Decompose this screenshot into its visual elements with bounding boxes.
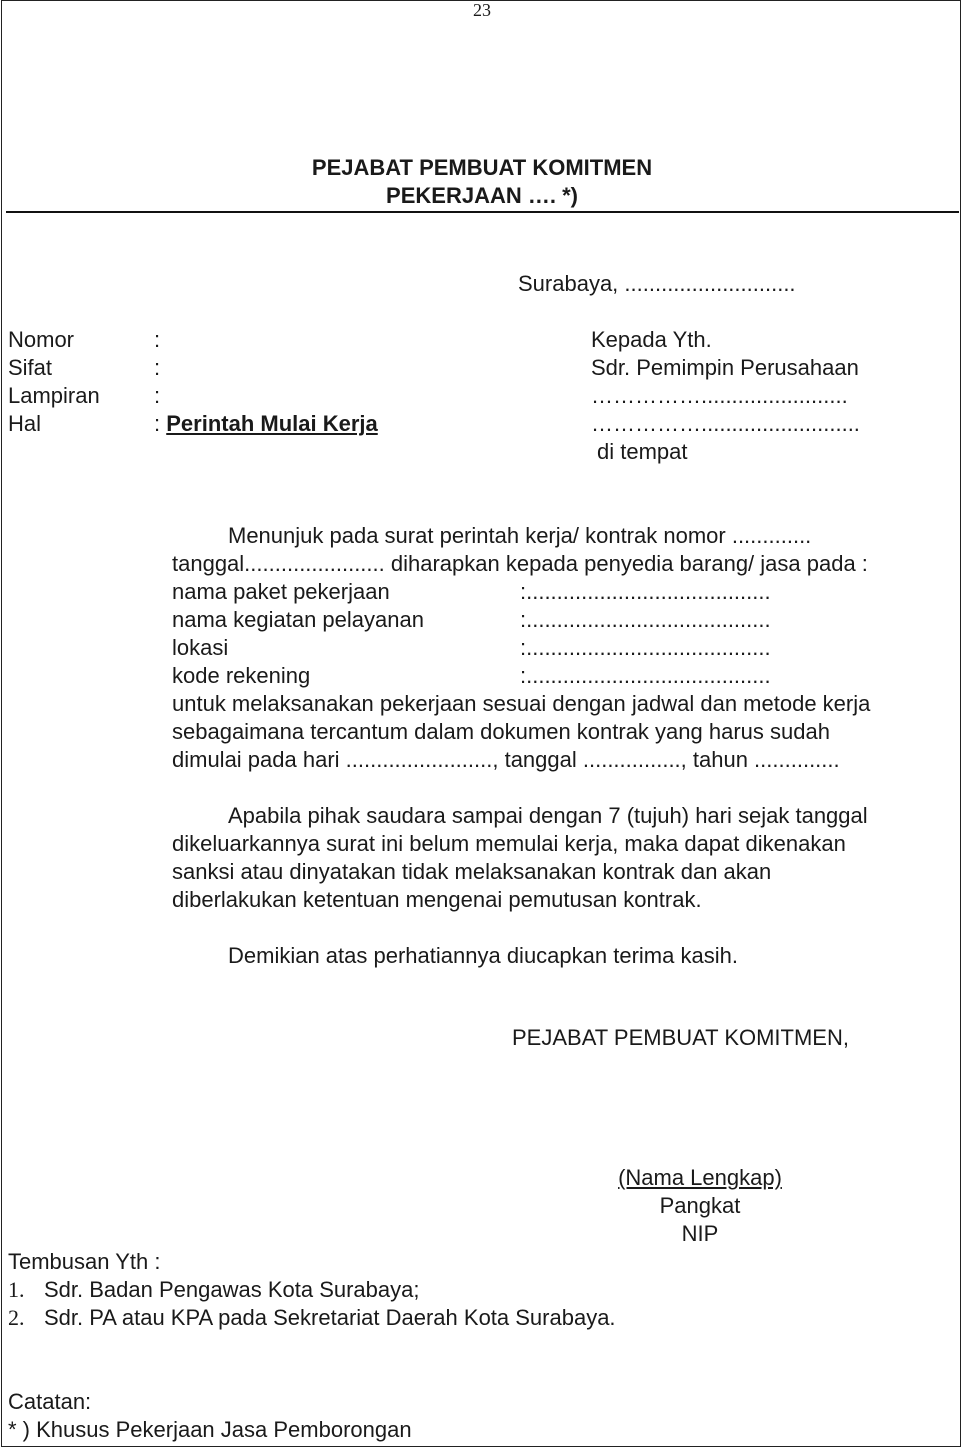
field-value: :........................................: [520, 607, 771, 632]
recipient-line5: di tempat: [597, 439, 688, 464]
signature-rank: Pangkat: [659, 1193, 741, 1218]
p1-line1: Menunjuk pada surat perintah kerja/ kontrak nomor .............: [228, 523, 812, 548]
field-label: lokasi: [172, 635, 229, 660]
recipient-line2: Sdr. Pemimpin Perusahaan: [591, 355, 859, 380]
nomor-colon: :: [154, 327, 161, 352]
sifat-colon: :: [154, 355, 161, 380]
field-value: :........................................: [520, 579, 771, 604]
page-number: 23: [473, 0, 491, 20]
nomor-label: Nomor: [8, 327, 75, 352]
lampiran-label: Lampiran: [8, 383, 100, 408]
recipient-line4: ……………..........................: [591, 411, 860, 436]
header-divider: [6, 211, 959, 213]
header-title-line1: PEJABAT PEMBUAT KOMITMEN: [311, 155, 653, 180]
field-label: nama paket pekerjaan: [172, 579, 390, 604]
p1-line5: dimulai pada hari ........................, tanggal ................, tahun ..............: [172, 747, 840, 772]
recipient-line3: ……………........................: [591, 383, 848, 408]
field-value: :........................................: [520, 663, 771, 688]
field-value: :........................................: [520, 635, 771, 660]
note-heading: Catatan:: [8, 1389, 92, 1414]
cc-item-number: 1.: [8, 1277, 25, 1302]
field-label: nama kegiatan pelayanan: [172, 607, 424, 632]
sifat-label: Sifat: [8, 355, 53, 380]
hal-value: Perintah Mulai Kerja: [166, 411, 378, 436]
hal-colon: :: [154, 411, 167, 436]
hal-label: Hal: [8, 411, 42, 436]
cc-heading: Tembusan Yth :: [8, 1249, 161, 1274]
cc-item-text: Sdr. PA atau KPA pada Sekretariat Daerah Kota Surabaya.: [44, 1305, 616, 1330]
signature-name: (Nama Lengkap): [618, 1165, 782, 1190]
note-text: * ) Khusus Pekerjaan Jasa Pemborongan: [8, 1417, 412, 1442]
cc-item-number: 2.: [8, 1305, 25, 1330]
p1-line3: untuk melaksanakan pekerjaan sesuai dengan jadwal dan metode kerja: [172, 691, 871, 716]
field-label: kode rekening: [172, 663, 311, 688]
signature-title: PEJABAT PEMBUAT KOMITMEN,: [512, 1025, 849, 1050]
place-date: Surabaya, ............................: [518, 271, 796, 296]
p2-line3: sanksi atau dinyatakan tidak melaksanakan kontrak dan akan: [172, 859, 772, 884]
closing-sentence: Demikian atas perhatiannya diucapkan terima kasih.: [228, 943, 738, 968]
header-title-line2: PEKERJAAN …. *): [386, 183, 578, 208]
lampiran-colon: :: [154, 383, 161, 408]
hal-row: [154, 410, 378, 438]
cc-item-text: Sdr. Badan Pengawas Kota Surabaya;: [44, 1277, 420, 1302]
p2-line2: dikeluarkannya surat ini belum memulai kerja, maka dapat dikenakan: [172, 831, 846, 856]
p1-line4: sebagaimana tercantum dalam dokumen kontrak yang harus sudah: [172, 719, 830, 744]
p1-line2: tanggal....................... diharapkan kepada penyedia barang/ jasa pada :: [172, 551, 868, 576]
p2-line1: Apabila pihak saudara sampai dengan 7 (tujuh) hari sejak tanggal: [228, 803, 868, 828]
recipient-line1: Kepada Yth.: [591, 327, 712, 352]
p2-line4: diberlakukan ketentuan mengenai pemutusan kontrak.: [172, 887, 702, 912]
signature-nip: NIP: [681, 1221, 719, 1246]
